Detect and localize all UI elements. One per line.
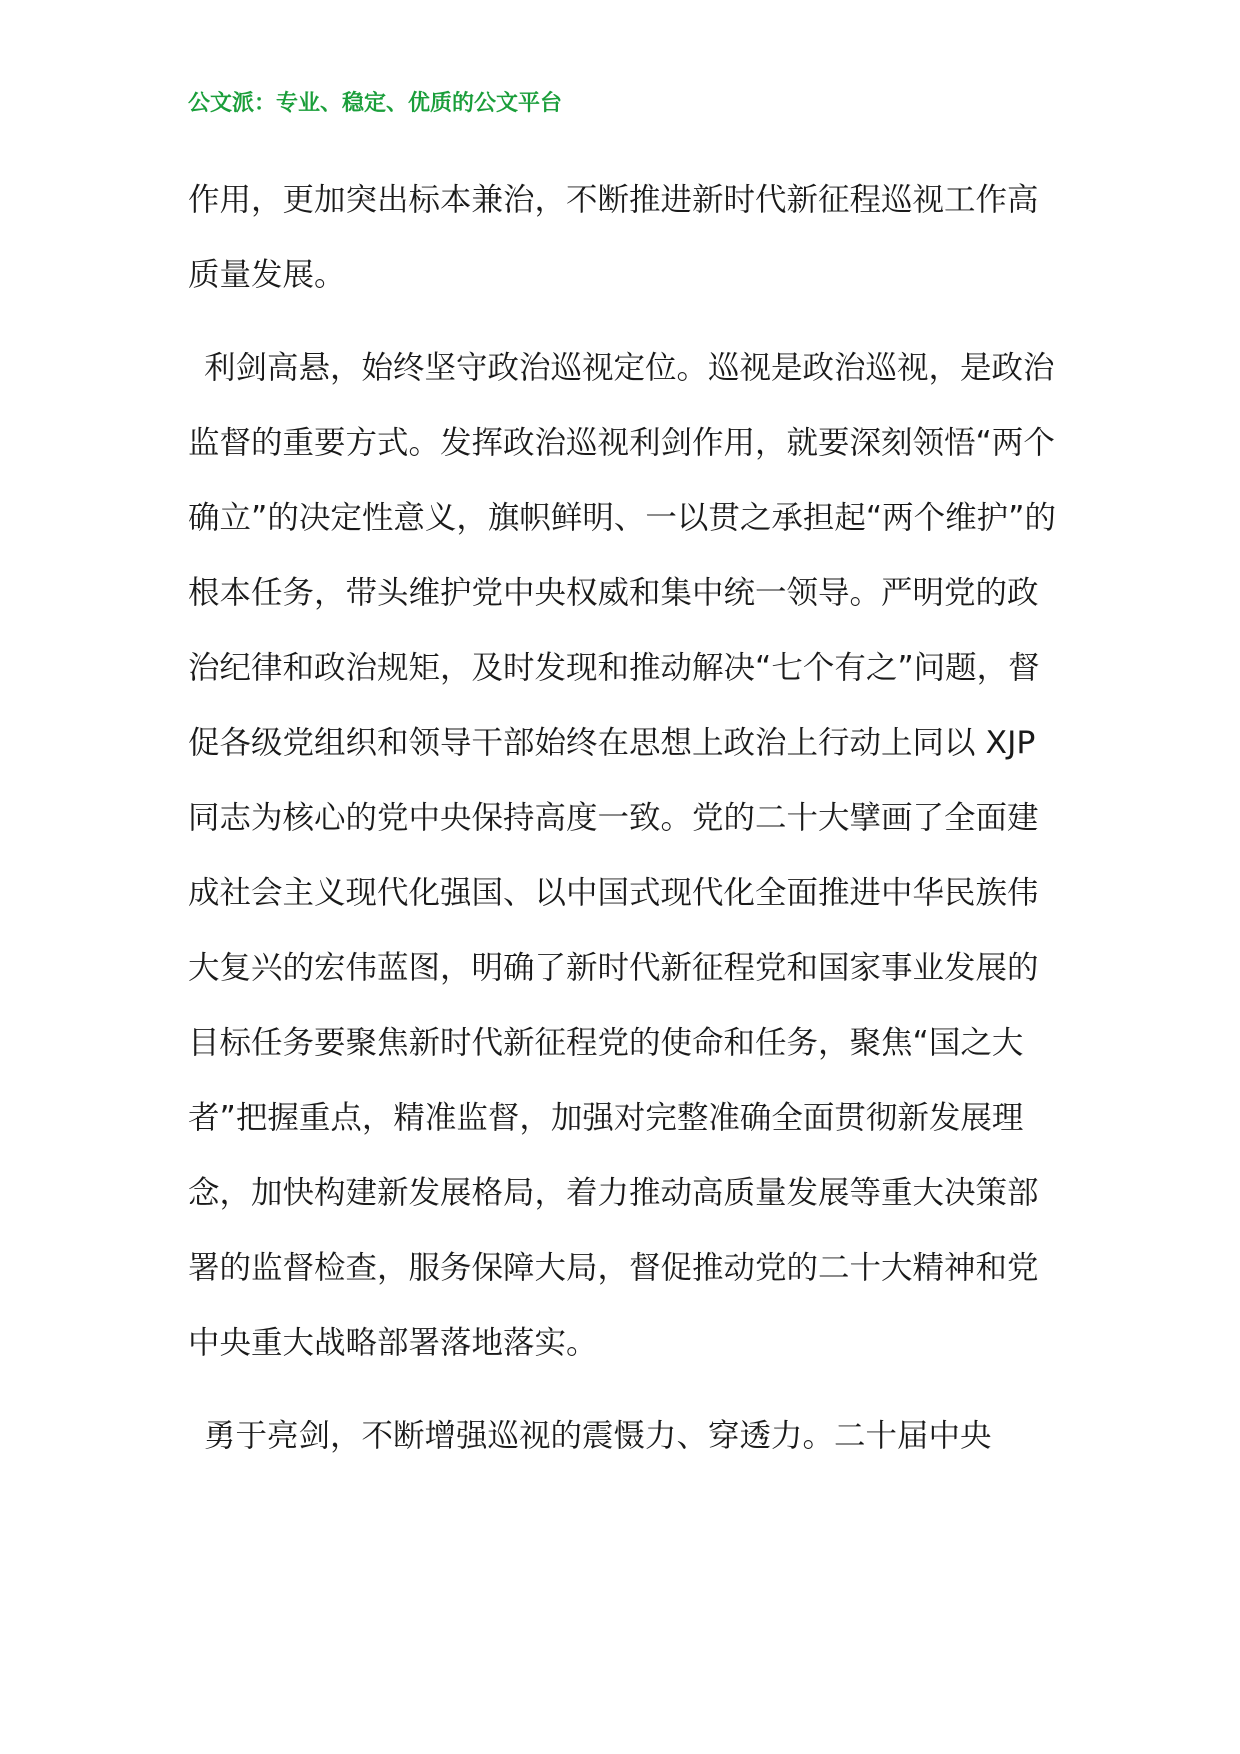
paragraph-deterrence: 勇于亮剑，不断增强巡视的震慑力、穿透力。二十届中央 bbox=[204, 1418, 992, 1454]
site-header-banner: 公文派：专业、稳定、优质的公文平台 bbox=[188, 91, 563, 116]
paragraph-continuation: 作用，更加突出标本兼治，不断推进新时代新征程巡视工作高质量发展。 bbox=[188, 182, 1039, 293]
paragraph-political-inspection: 利剑高悬，始终坚守政治巡视定位。巡视是政治巡视，是政治监督的重要方式。发挥政治巡视利剑作用，就要深刻领悟“两个确立”的决定性意义，旗帜鲜明、一以贯之承担起“两个维护”的根本任务，带头维护党中央权威和集中统一领导。严明党的政治纪律和政治规矩，及时发现和推动解决“七个有之”问题，督促各级党组织和领导干部始终在思想上政治上行动上同以 XJP 同志为核心的党中央保持高度一致。党的二十大擘画了全面建成社会主义现代化强国、以中国式现代化全面推进中华民族伟大复兴的宏伟蓝图，明确了新时代新征程党和国家事业发展的目标任务要聚焦新时代新征程党的使命和任务，聚焦“国之大者”把握重点，精准监督，加强对完整准确全面贯彻新发展理念，加快构建新发展格局，着力推动高质量发展等重大决策部署的监督检查，服务保障大局，督促推动党的二十大精神和党中央重大战略部署落地落实。 bbox=[188, 350, 1056, 1361]
document-body bbox=[188, 163, 1056, 1474]
